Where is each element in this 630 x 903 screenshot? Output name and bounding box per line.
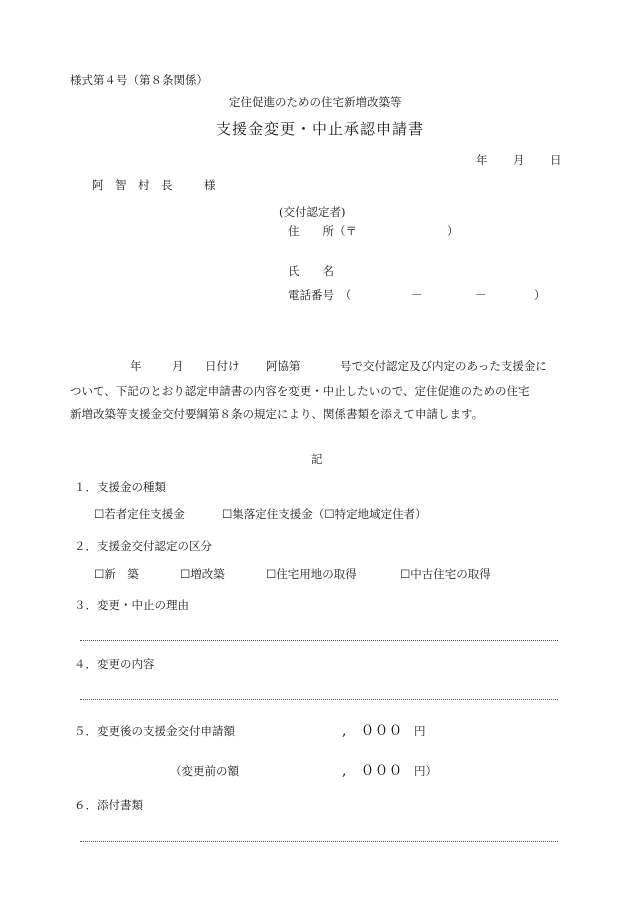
section-3-title: ３．変更・中止の理由: [74, 598, 189, 612]
body-line2: ついて、下記のとおり認定申請書の内容を変更・中止したいので、定住促進のための住宅: [70, 384, 530, 398]
body-month: 月: [172, 359, 184, 373]
body-date: 日付け: [205, 359, 240, 373]
checkbox-village-support[interactable]: ☐集落定住支援金（☐特定地域定住者）: [222, 507, 427, 521]
section-1-title: １．支援金の種類: [74, 480, 166, 494]
attachments-line[interactable]: [80, 841, 558, 842]
address-close: ）: [447, 224, 459, 238]
checkbox-land-acquisition[interactable]: ☐住宅用地の取得: [266, 567, 357, 581]
body-year: 年: [130, 359, 142, 373]
ki-heading: 記: [311, 452, 323, 466]
prev-amount-unit: 円）: [414, 764, 437, 778]
date-day: 日: [550, 153, 562, 167]
prev-amount-label: （変更前の額: [170, 764, 239, 778]
body-office: 阿協第: [266, 359, 301, 373]
phone-close: ）: [534, 288, 546, 302]
section-5-title: ５．変更後の支援金交付申請額: [74, 724, 235, 738]
amount-value: , ０００: [342, 723, 403, 739]
checkbox-youth-support[interactable]: ☐若者定住支援金: [94, 507, 185, 521]
phone-dash-2: －: [475, 288, 487, 302]
body-line3: 新増改築等支援金交付要綱第８条の規定により、関係書類を添えて申請します。: [70, 407, 484, 421]
date-year: 年: [476, 153, 488, 167]
phone-dash-1: －: [411, 288, 423, 302]
prev-amount-value: , ０００: [342, 763, 403, 779]
content-line[interactable]: [80, 699, 558, 700]
addressee-name: 阿 智 村 長: [92, 178, 173, 192]
checkbox-used-house[interactable]: ☐中古住宅の取得: [400, 567, 491, 581]
phone-label: 電話番号 （: [288, 288, 352, 302]
addressee-honorific: 様: [204, 178, 216, 192]
form-subtitle: 定住促進のための住宅新増改築等: [229, 95, 402, 109]
section-4-title: ４．変更の内容: [74, 657, 155, 671]
checkbox-renovation[interactable]: ☐増改築: [180, 567, 225, 581]
amount-unit: 円: [414, 724, 426, 738]
document-title: 支援金変更・中止承認申請書: [216, 120, 425, 138]
name-label: 氏 名: [288, 264, 334, 278]
body-line1-text: 号で交付認定及び内定のあった支援金に: [340, 359, 547, 373]
form-number: 様式第４号（第８条関係）: [70, 73, 208, 87]
section-2-title: ２．支援金交付認定の区分: [74, 539, 212, 553]
date-month: 月: [513, 153, 525, 167]
reason-line[interactable]: [80, 640, 558, 641]
applicant-heading: (交付認定者): [279, 205, 346, 219]
checkbox-new-build[interactable]: ☐新 築: [94, 567, 139, 581]
address-label: 住 所（〒: [288, 224, 357, 238]
section-6-title: ６．添付書類: [74, 798, 143, 812]
